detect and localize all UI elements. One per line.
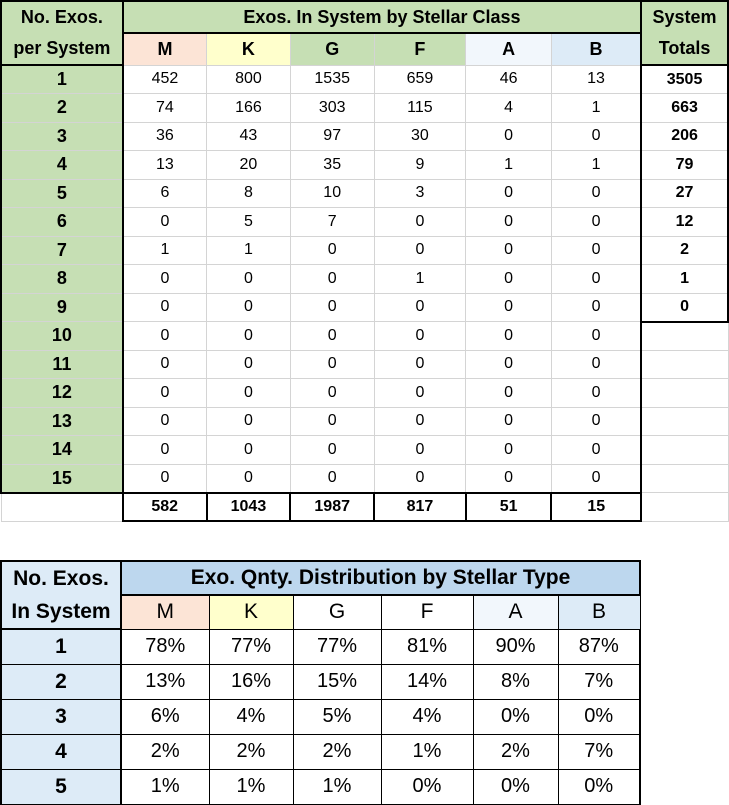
row-label: 2 <box>1 94 123 123</box>
table1-title: Exos. In System by Stellar Class <box>123 1 641 33</box>
percent-cell: 0% <box>381 769 473 804</box>
cell-value: 0 <box>290 436 374 465</box>
class-header-k: K <box>207 33 291 65</box>
cell-value: 0 <box>466 464 552 493</box>
cell-value: 0 <box>123 322 207 351</box>
cell-value: 46 <box>466 65 552 94</box>
percent-cell: 2% <box>293 734 381 769</box>
cell-value: 0 <box>466 122 552 151</box>
cell-value: 0 <box>551 350 641 379</box>
system-total: 79 <box>641 151 728 180</box>
system-total <box>641 322 728 351</box>
cell-value: 1 <box>123 236 207 265</box>
cell-value: 0 <box>207 265 291 294</box>
table-row <box>1 265 728 294</box>
percent-cell: 13% <box>121 664 209 699</box>
type-header-m: M <box>121 595 209 629</box>
table-row <box>1 236 728 265</box>
cell-value: 0 <box>290 293 374 322</box>
row-label: 13 <box>1 407 123 436</box>
cell-value: 97 <box>290 122 374 151</box>
system-total: 2 <box>641 236 728 265</box>
cell-value: 0 <box>207 322 291 351</box>
cell-value: 0 <box>207 407 291 436</box>
class-header-g: G <box>290 33 374 65</box>
system-total: 0 <box>641 293 728 322</box>
column-total: 51 <box>466 493 552 522</box>
cell-value: 0 <box>551 265 641 294</box>
percent-cell: 14% <box>381 664 473 699</box>
cell-value: 43 <box>207 122 291 151</box>
cell-value: 0 <box>551 179 641 208</box>
percent-cell: 0% <box>558 699 640 734</box>
cell-value: 9 <box>374 151 466 180</box>
cell-value: 1535 <box>290 65 374 94</box>
percent-cell: 16% <box>209 664 293 699</box>
cell-value: 0 <box>374 407 466 436</box>
system-total: 27 <box>641 179 728 208</box>
class-header-b: B <box>551 33 641 65</box>
cell-value: 35 <box>290 151 374 180</box>
cell-value: 1 <box>551 151 641 180</box>
cell-value: 659 <box>374 65 466 94</box>
system-total <box>641 379 728 408</box>
percent-cell: 90% <box>473 629 558 664</box>
table-row <box>1 94 728 123</box>
row-label: 8 <box>1 265 123 294</box>
column-total: 582 <box>123 493 207 522</box>
percent-cell: 4% <box>209 699 293 734</box>
cell-value: 1 <box>207 236 291 265</box>
table-row <box>1 407 728 436</box>
class-header-a: A <box>466 33 552 65</box>
table-row <box>1 350 728 379</box>
row-header-no-exos-per-system: No. Exos. per System <box>1 1 123 65</box>
system-total: 663 <box>641 94 728 123</box>
cell-value: 0 <box>466 265 552 294</box>
empty-cell <box>641 493 728 522</box>
cell-value: 0 <box>374 464 466 493</box>
cell-value: 0 <box>551 122 641 151</box>
percent-cell: 6% <box>121 699 209 734</box>
system-total: 3505 <box>641 65 728 94</box>
cell-value: 0 <box>290 236 374 265</box>
cell-value: 10 <box>290 179 374 208</box>
row-label: 11 <box>1 350 123 379</box>
percent-cell: 7% <box>558 664 640 699</box>
column-total: 817 <box>374 493 466 522</box>
row-label: 5 <box>1 179 123 208</box>
percent-cell: 87% <box>558 629 640 664</box>
percent-cell: 2% <box>473 734 558 769</box>
cell-value: 0 <box>374 379 466 408</box>
row-label: 6 <box>1 208 123 237</box>
row-label: 1 <box>1 65 123 94</box>
column-total: 1987 <box>290 493 374 522</box>
percent-cell: 5% <box>293 699 381 734</box>
cell-value: 0 <box>466 350 552 379</box>
cell-value: 0 <box>551 464 641 493</box>
row-label: 5 <box>1 769 121 804</box>
cell-value: 0 <box>290 464 374 493</box>
row-label: 3 <box>1 122 123 151</box>
table-row <box>1 664 640 699</box>
percent-cell: 0% <box>473 769 558 804</box>
percent-cell: 0% <box>473 699 558 734</box>
percent-cell: 77% <box>209 629 293 664</box>
cell-value: 0 <box>466 407 552 436</box>
table2-title: Exo. Qnty. Distribution by Stellar Type <box>121 561 640 595</box>
row-label: 15 <box>1 464 123 493</box>
cell-value: 0 <box>551 236 641 265</box>
cell-value: 0 <box>551 293 641 322</box>
cell-value: 0 <box>466 236 552 265</box>
cell-value: 0 <box>123 293 207 322</box>
cell-value: 0 <box>466 293 552 322</box>
cell-value: 13 <box>551 65 641 94</box>
cell-value: 0 <box>290 350 374 379</box>
type-header-k: K <box>209 595 293 629</box>
cell-value: 0 <box>466 179 552 208</box>
cell-value: 0 <box>207 350 291 379</box>
cell-value: 115 <box>374 94 466 123</box>
table-row <box>1 208 728 237</box>
cell-value: 36 <box>123 122 207 151</box>
table-row <box>1 436 728 465</box>
cell-value: 0 <box>123 436 207 465</box>
row-label: 9 <box>1 293 123 322</box>
cell-value: 0 <box>123 379 207 408</box>
table-row <box>1 179 728 208</box>
percent-cell: 2% <box>209 734 293 769</box>
cell-value: 0 <box>374 350 466 379</box>
row-label: 3 <box>1 699 121 734</box>
cell-value: 1 <box>374 265 466 294</box>
cell-value: 0 <box>290 407 374 436</box>
row-label: 4 <box>1 734 121 769</box>
cell-value: 8 <box>207 179 291 208</box>
cell-value: 6 <box>123 179 207 208</box>
cell-value: 0 <box>207 293 291 322</box>
percent-cell: 2% <box>121 734 209 769</box>
cell-value: 74 <box>123 94 207 123</box>
system-total: 12 <box>641 208 728 237</box>
cell-value: 0 <box>466 208 552 237</box>
cell-value: 30 <box>374 122 466 151</box>
percent-cell: 81% <box>381 629 473 664</box>
class-header-f: F <box>374 33 466 65</box>
type-header-g: G <box>293 595 381 629</box>
exo-quantity-distribution-table <box>0 560 641 805</box>
row-header-no-exos-in-system: No. Exos. In System <box>1 561 121 629</box>
system-total: 206 <box>641 122 728 151</box>
cell-value: 1 <box>466 151 552 180</box>
table-row <box>1 699 640 734</box>
cell-value: 0 <box>123 208 207 237</box>
percent-cell: 1% <box>209 769 293 804</box>
row-label: 10 <box>1 322 123 351</box>
cell-value: 0 <box>290 379 374 408</box>
cell-value: 7 <box>290 208 374 237</box>
percent-cell: 1% <box>121 769 209 804</box>
row-label: 2 <box>1 664 121 699</box>
type-header-b: B <box>558 595 640 629</box>
system-totals-header: System Totals <box>641 1 728 65</box>
cell-value: 0 <box>466 379 552 408</box>
table-row <box>1 464 728 493</box>
percent-cell: 78% <box>121 629 209 664</box>
percent-cell: 1% <box>293 769 381 804</box>
table-row <box>1 629 640 664</box>
cell-value: 20 <box>207 151 291 180</box>
cell-value: 0 <box>123 265 207 294</box>
cell-value: 0 <box>374 322 466 351</box>
type-header-a: A <box>473 595 558 629</box>
table-row <box>1 322 728 351</box>
column-total: 15 <box>551 493 641 522</box>
percent-cell: 8% <box>473 664 558 699</box>
empty-cell <box>1 493 123 522</box>
percent-cell: 4% <box>381 699 473 734</box>
table-row <box>1 293 728 322</box>
cell-value: 0 <box>551 208 641 237</box>
table-row <box>1 379 728 408</box>
row-label: 1 <box>1 629 121 664</box>
cell-value: 166 <box>207 94 291 123</box>
system-total: 1 <box>641 265 728 294</box>
type-header-f: F <box>381 595 473 629</box>
percent-cell: 15% <box>293 664 381 699</box>
cell-value: 0 <box>374 293 466 322</box>
row-label: 4 <box>1 151 123 180</box>
cell-value: 0 <box>207 379 291 408</box>
system-total <box>641 407 728 436</box>
table-row <box>1 65 728 94</box>
cell-value: 5 <box>207 208 291 237</box>
row-label: 12 <box>1 379 123 408</box>
cell-value: 0 <box>551 322 641 351</box>
cell-value: 0 <box>374 208 466 237</box>
table-row <box>1 122 728 151</box>
cell-value: 452 <box>123 65 207 94</box>
class-header-m: M <box>123 33 207 65</box>
cell-value: 303 <box>290 94 374 123</box>
cell-value: 0 <box>290 265 374 294</box>
row-label: 7 <box>1 236 123 265</box>
cell-value: 0 <box>123 407 207 436</box>
cell-value: 0 <box>551 407 641 436</box>
row-label: 14 <box>1 436 123 465</box>
table-row <box>1 734 640 769</box>
cell-value: 4 <box>466 94 552 123</box>
cell-value: 0 <box>551 379 641 408</box>
system-total <box>641 436 728 465</box>
column-total: 1043 <box>207 493 291 522</box>
system-total <box>641 464 728 493</box>
cell-value: 1 <box>551 94 641 123</box>
cell-value: 0 <box>374 236 466 265</box>
cell-value: 0 <box>374 436 466 465</box>
percent-cell: 1% <box>381 734 473 769</box>
cell-value: 0 <box>466 322 552 351</box>
cell-value: 0 <box>207 464 291 493</box>
cell-value: 13 <box>123 151 207 180</box>
cell-value: 3 <box>374 179 466 208</box>
table-row <box>1 151 728 180</box>
cell-value: 800 <box>207 65 291 94</box>
percent-cell: 77% <box>293 629 381 664</box>
column-totals-row <box>1 493 728 522</box>
percent-cell: 7% <box>558 734 640 769</box>
cell-value: 0 <box>290 322 374 351</box>
cell-value: 0 <box>123 464 207 493</box>
percent-cell: 0% <box>558 769 640 804</box>
cell-value: 0 <box>123 350 207 379</box>
cell-value: 0 <box>551 436 641 465</box>
system-total <box>641 350 728 379</box>
cell-value: 0 <box>207 436 291 465</box>
cell-value: 0 <box>466 436 552 465</box>
table-row <box>1 769 640 804</box>
